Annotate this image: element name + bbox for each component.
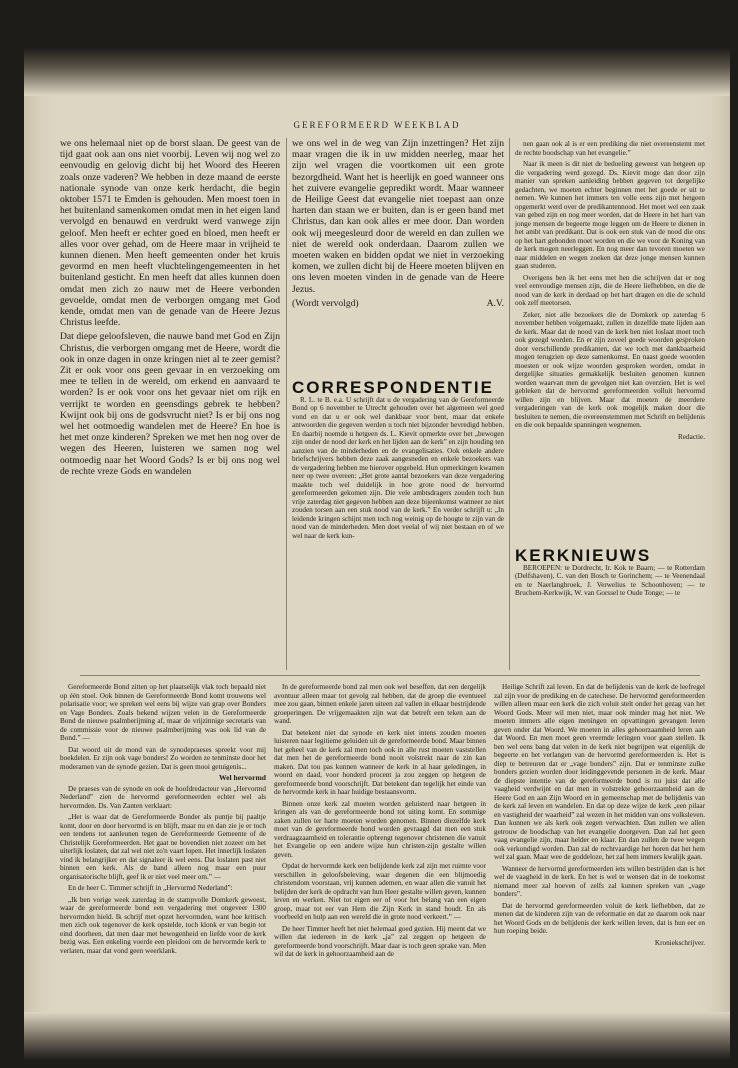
paragraph: BEROEPEN: te Dordrecht, Ir. Kok te Baarn; — te Rotterdam (Delfshaven), C. van den Bosch te Gorinchem; — te Veenendaal en te Naerlangbroek, J. Verwelius te Schoonhoven; — te Bruchem-Kerkwijk, W. van Gorssel te Oude Tonge; — te xyxy=(515,563,705,597)
paragraph: we ons wel in de weg van Zijn inzettingen? Het zijn maar vragen die ik in uw midden neerleg, maar het zijn wel vragen die voortkomen uit een grote bezorgdheid. Want het is heerlijk en goed wanneer ons het zuivere evangelie gepredikt wordt. Maar wanneer de Heilige Geest dat evangelie niet toepast aan onze harten dan staan we er buiten, dan is er geen band met Christus, dan kan ook alles er mee door. Dan worden ook wij meegesleurd door de wereld en dan zullen we niet de wereld ook onderdaan. Daarom zullen we moeten waken en bidden opdat we niet in verzoeking komen, we zullen dicht bij de Heere moeten blijven en ons leven moeten vinden in de genade van de Heere Jezus. xyxy=(292,138,504,295)
paragraph: Wanneer de hervormd gereformeerden iets willen bestrijden dan is het wel de vaagheid in de kerk. En het is wel te wensen dat in de toekomst niemand meer zal hoeven of zelfs zal kunnen spreken van „vage bonders”. xyxy=(494,864,705,898)
continued-note: (Wordt vervolgd) xyxy=(292,297,359,309)
paragraph: Dat woord uit de mond van de synodepraeses spreekt voor mij boekdelen. Er zijn ook vage bonders! Zo worden ze tenminste door het moderamen van de synode gezien. Dat is geen mooi getuigenis... xyxy=(60,745,266,771)
paragraph: „Ik ben vorige week zaterdag in de stampvolle Domkerk geweest, waar de gereformeerde bond een vergadering met ongeveer 1300 hervormden hield. Ik schrijf met opzet hervormden, want hoe kritisch men zich ook tegenover de kerk opstelde, toch klonk er van begin tot eind doorheen, dat men daar met bewogenheid en liefde voor de kerk bezig was. Een enkeling voerde een pleidooi om de hervormde kerk te verlaten, maar dat vond geen weerklank. xyxy=(60,895,266,955)
paragraph: Binnen onze kerk zal moeten worden geluisterd naar hetgeen in kringen als van de gereformeerde bond tot uiting komt. En sommige zaken zullen ter harte moeten worden genomen. Binnen diezelfde kerk moet van de gereformeerde bond worden gevraagd dat men een stuk verdraagzaamheid en tolerantie opbrengt tegenover christenen die vanuit het Evangelie op een andere wijze hun christen-zijn gestalte willen geven. xyxy=(274,799,486,859)
paragraph: Dat betekent niet dat synode en kerk niet intens zouden moeten luisteren naar legitieme geluiden uit de gereformeerde bond. Maar binnen het geheel van de kerk zal men toch ook in alle rust moeten vaststellen dat men het de gereformeerde bond nooit volstrekt naar de zin kan maken. Dat tou pas kunnen wanneer de kerk in al haar geledingen, in woord en daad, voor honderd procent ja zou zeggen op hetgeen de gereformeerde bond voorschrijft. Dat betekent dan tegelijk het einde van de hervormde kerk in haar huidige bestaansvorm. xyxy=(274,728,486,796)
paragraph: Opdat de hervormde kerk een belijdende kerk zal zijn met ruimte voor verschillen in geloofsbeleving, waar degenen die een blijmoedig christendom voorstaan, vrij kunnen ademen, en waar allen die vanuit het belijden der kerk de opdracht van hun Heer gestalte willen geven, kunnen leven en werken. Niet tot eigen eer of voor het belang van een eigen groep, maar tot eer van Hem die Zijn Kerk in stand houdt. En als voorbeeld en hulp aan een wereld die in grote nood verkeert.” — xyxy=(274,862,486,921)
paragraph: Gereformeerde Bond zitten op het plaatselijk vlak toch bepaald niet op één stoel. Ook binnen de Gereformeerde Bond komt trouwens wel polarisatie voor; we spreken wel eens bij wijze van grap over Bonders en Vage Bonders. Zoals bekend wijzen velen in de Gereformeerde Bond de nieuwe psalmberijming af, maar de vrijzinnige secretaris van de commissie voor de nieuwe psalmberijming was ook lid van de Bond.” — xyxy=(60,683,266,742)
paragraph: „Het is waar dat de Gereformeerde Bonder als puntje bij paaltje komt, door en door hervormd is en blijft, maar nu en dan zie je er toch een tendens tot aanleunen tegen de Gereformeerde Gemeente of de Christelijk Gereformeerden. Het gaat ne bovendien niet zozeer om het uiterlijk loslaten, dat zal wel niet zo'n vaart lopen. Het innerlijk loslaten vind ik belangrijker en dat signaleer ik wel eens. Dat loslaten past niet binnen een kerk. Als de band alleen nog maar een puur organisatorische blijft, geef ik er niet veel meer om.” — xyxy=(60,813,266,881)
column-divider xyxy=(286,138,287,670)
scan-bottom-edge xyxy=(24,1012,730,1060)
paragraph: Zeker, niet alle bezoekers die de Domkerk op zaterdag 6 november hebben volgemaakt, zullen in dezelfde mate lijden aan de kerk. Maar dat de nood van de kerk hen niet loslaat moet toch ook gezegd worden. En er zijn zoveel goede woorden gesproken door verschillende predikanten, dat we toch met dankbaarheid mogen terugzien op deze samenkomst. En naast goede woorden moesten er ook wijze woorden gesproken worden, omdat in dergelijke situaties gemakkelijk besluiten genomen kunnen worden waarvan men de gevolgen niet kan overzien. Het is wel gebleken dat de hervormd gereformeerden volluit hervormd willen zijn en blijven. Maar dat moeten de meerdere vergaderingen van de kerk ook mogelijk maken door die besluiten te nemen, die overeenstemmen met Schrift en belijdenis en die ook bepaalde spanningen wegnemen. xyxy=(515,310,705,429)
paragraph: De heer Timmer heeft het niet helemaal goed gezien. Hij meent dat we willen dat iedereen in de kerk „ja” zal zeggen op hetgeen de gereformeerde bond voorschrijft. Maar daar is toch geen sprake van. Men wil dat de kerk in gehoorzaamheid aan de xyxy=(274,924,486,958)
newspaper-page xyxy=(24,8,730,1060)
paragraph: In de gereformeerde bond zal men ook wel beseffen, dat een dergelijk avontuur alleen maar tot gevolg zal hebben, dat de groep die eventueel mee zou gaan, binnen enkele jaren uiteen zal vallen in elkaar bestrijdende groeperingen. De vrijgemaakten zijn wat dat betreft een teken aan de wand. xyxy=(274,683,486,725)
column-divider xyxy=(509,138,510,670)
paragraph: Dat de hervormd gereformeerden voluit de kerk liefhebben, dat ze menen dat de kinderen zijn van de reformatie en dat ze daarom ook naar het Woord Gods en de belijdenis der kerk willen leven, dat is hun eer en hun roeping beide. xyxy=(494,901,705,935)
paragraph: nen gaan ook al is er een prediking die niet overeenstemt met de rechte boodschap van het evangelie.” xyxy=(515,140,705,157)
paragraph: En de heer C. Timmer schrijft in „Hervormd Nederland”: xyxy=(68,884,233,892)
scan-top-edge xyxy=(24,8,730,96)
paragraph: Overigens ben ik het eens met hen die schrijven dat er nog veel eenvoudige mensen zijn, die de Heere liefhebben, en die de nood van de kerk in derdaad op het hart dragen en die de schuld ook zelf meetorsen. xyxy=(515,273,705,307)
paragraph: De praeses van de synode en ook de hoofdredacteur van „Hervormd Nederland” zien de hervormd gereformeerden echter wel als hervormden. Ds. Van Zanten verklaart: xyxy=(60,784,266,810)
upper-column-2 xyxy=(292,138,504,383)
upper-column-1 xyxy=(60,138,280,673)
author-initials: A.V. xyxy=(486,297,504,309)
correspondentie-section xyxy=(292,380,504,672)
lower-column-1 xyxy=(60,683,266,1018)
kerknieuws-heading: KERKNIEUWS xyxy=(515,548,652,565)
paragraph: Dat diepe geloofsleven, die nauwe band met God en Zijn Christus, die verborgen omgang met de Heere, wordt die ook in onze dagen in onze kringen niet al te zeer gemist? Zit er ook voor ons geen gevaar in en verzoeking om mee te tellen in de wereld, om erkend en aanvaard te worden? Is er ook voor ons het gevaar niet om rijk en verrijkt te worden en geensdings gebrek te hebben? Kwijnt ook bij ons de godsvrucht niet? Is er bij ons nog wel het ootmoedig wandelen met de Heere? En hoe is het met onze kinderen? Spreken we met hen nog over de wegen des Heeren, luisteren we samen nog wel ootmoedig naar het Woord Gods? Is er bij ons nog wel de rechte vreze Gods en wandelen xyxy=(60,331,280,477)
paragraph: we ons helemaal niet op de borst slaan. De geest van de tijd gaat ook aan ons niet voorbij. Leven wij nog wel zo eenvoudig en gelovig dicht bij het Woord des Heeren zoals onze vaderen? We hebben in deze maand de eerste nationale synode van onze kerk herdacht, die begin oktober 1571 te Emden is gehouden. Men moest toen in het buitenland samenkomen omdat men in het eigen land vervolgd en benauwd en verdrukt werd vanwege zijn geloof. Men heeft er echter goed en bloed, men heeft er alles voor over gehad, om de Heere maar in vrijheid te kunnen dienen. Men heeft gemeenten onder het kruis gevormd en men heeft vluchtelingengemeenten in het buitenland gesticht. En men heeft dat alles kunnen doen omdat men zich zo nauw met de Heere verbonden gevoelde, omdat men de verborgen omgang met God kende, omdat men van de genade van de Heere Jezus Christus leefde. xyxy=(60,138,280,329)
kerknieuws-section xyxy=(515,548,705,672)
upper-column-3 xyxy=(515,140,705,550)
running-head: GEREFORMEERD WEEKBLAD xyxy=(293,120,461,130)
correspondentie-heading: CORRESPONDENTIE xyxy=(292,380,494,397)
continued-line xyxy=(292,298,504,309)
paragraph: R. L. te B. e.a. U schrijft dat u de vergadering van de Gereformeerde Bond op 6 november te Utrecht gehouden over het algemeen wel goed vond en dat u er ook wel dankbaar voor bent, maar dat enkele antwoorden die gegeven werden u toch niet bijzonder bevredigd hebben. En daarbij noemde u hetgeen ds. L. Kievit opmerkte over het „bewogen zijn onder de nood der kerk en het lijden aan de kerk” en zijn houding ten aanzien van de minderheden en de evangelisaties. Ook enkele andere briefschrijvers hebben deze zaak aangesneden en enkele bezoekers van de vergadering hebben me hierover opgebeld. Hun opmerkingen kwamen neer op twee overeen: „Het grote aantal bezoekers van deze vergadering maakte toch wel duidelijk in hoe grote nood de hervormd gereformeerden gekomen zijn. Die vele ambtsdragers zouden toch hun vrije zaterdag niet gegeven hebben aan deze bijeenkomst wanneer ze niet zouden torsen aan een stuk nood van de kerk.” En verder schrijft u: „In leidende kringen schijnt men toch nog weinig op de hoogte te zijn van de nood van de minderheden. Men doet veelal of wij niet bestaan en of we wel naar de kerk kun- xyxy=(292,395,504,540)
lower-column-3 xyxy=(494,683,705,1011)
horizontal-rule xyxy=(80,675,700,676)
signature: Kroniekschrijver. xyxy=(654,938,705,947)
section-heading: Wel hervormd xyxy=(218,773,266,782)
paragraph: Heilige Schrift zal leven. En dat de belijdenis van de kerk de leefregel zal zijn voor de prediking en de catechese. De hervormd gereformeerden willen alleen maar een kerk die zich voluit stelt onder het gezag van het Woord Gods. Meer wil men niet, maar ook minder mag het niet. We moeten immers alle eigen meningen en opvattingen gevangen leren geven onder dat Woord. We moeten in alles gehoorzaamheid leren aan dat Woord. En men moet geen vreemde leringen voor gaan stellen. Ik ben wel eens bang dat velen in de kerk niet begrijpen wat eigenlijk de begeerte en het verlangen van de hervormd gereformeerden is. Het is diep te betreuren dat er „vage bonders” zijn. Dat er tenminste zulke bonders gezien worden door leidinggevende personen in de kerk. Maar de diepste intentie van de gereformeerde bond is nu juist dat alle vaagheid verdwijnt en dat men in volstrekte gehoorzaamheid aan de Heere God en aan Zijn Woord en in gemeenschap met de belijdenis van de kerk zal leven en wandelen. En dat op deze wijze de kerk „een pilaar en vastigheid der waarheid” zal wezen in het midden van ons volksleven. Dan kunnen we als kerk ook zegen verwachten. Dan zullen we allen getrouw de boodschap van het evangelie doorgeven. Dan zal het geen vaag evangelie zijn, maar helder en klaar. En dan zullen de twee wegen ook verkondigd worden. Dan zal de rechtvaardige het horen dat het hem wel zal gaan. Maar wee de goddeloze, het zal hem immers kwalijk gaan. xyxy=(494,683,705,861)
signature: Redactie. xyxy=(678,432,705,441)
paragraph: Naar ik meen is dit niet de bedoeling geweest van hetgeen op die vergadering werd gezegd. Ds. Kievit moge dan door zijn manier van spreken aanleiding hebben gegeven tot dergelijke gedachten, we moeten echter beginnen met het goede er uit te nemen. We kunnen het immers ten volle eens zijn met hetgeen opgemerkt werd over de predikantennood. Het moet wel een zaak van gebed zijn en nog meer worden, dat de Heere in het hart van jonge mensen de begeerte moge leggen om de Heere te dienen in het ambt van predikant. Dat is ook een stuk van de nood die ons op het hart gebonden moet worden en die we voor de Koning van de kerk mogen neerleggen. En nog meer dan tevoren moeten we naar middelen en wegen zoeken dat deze jonge mensen kunnen gaan studeren. xyxy=(515,160,705,270)
lower-column-2 xyxy=(274,683,486,1018)
